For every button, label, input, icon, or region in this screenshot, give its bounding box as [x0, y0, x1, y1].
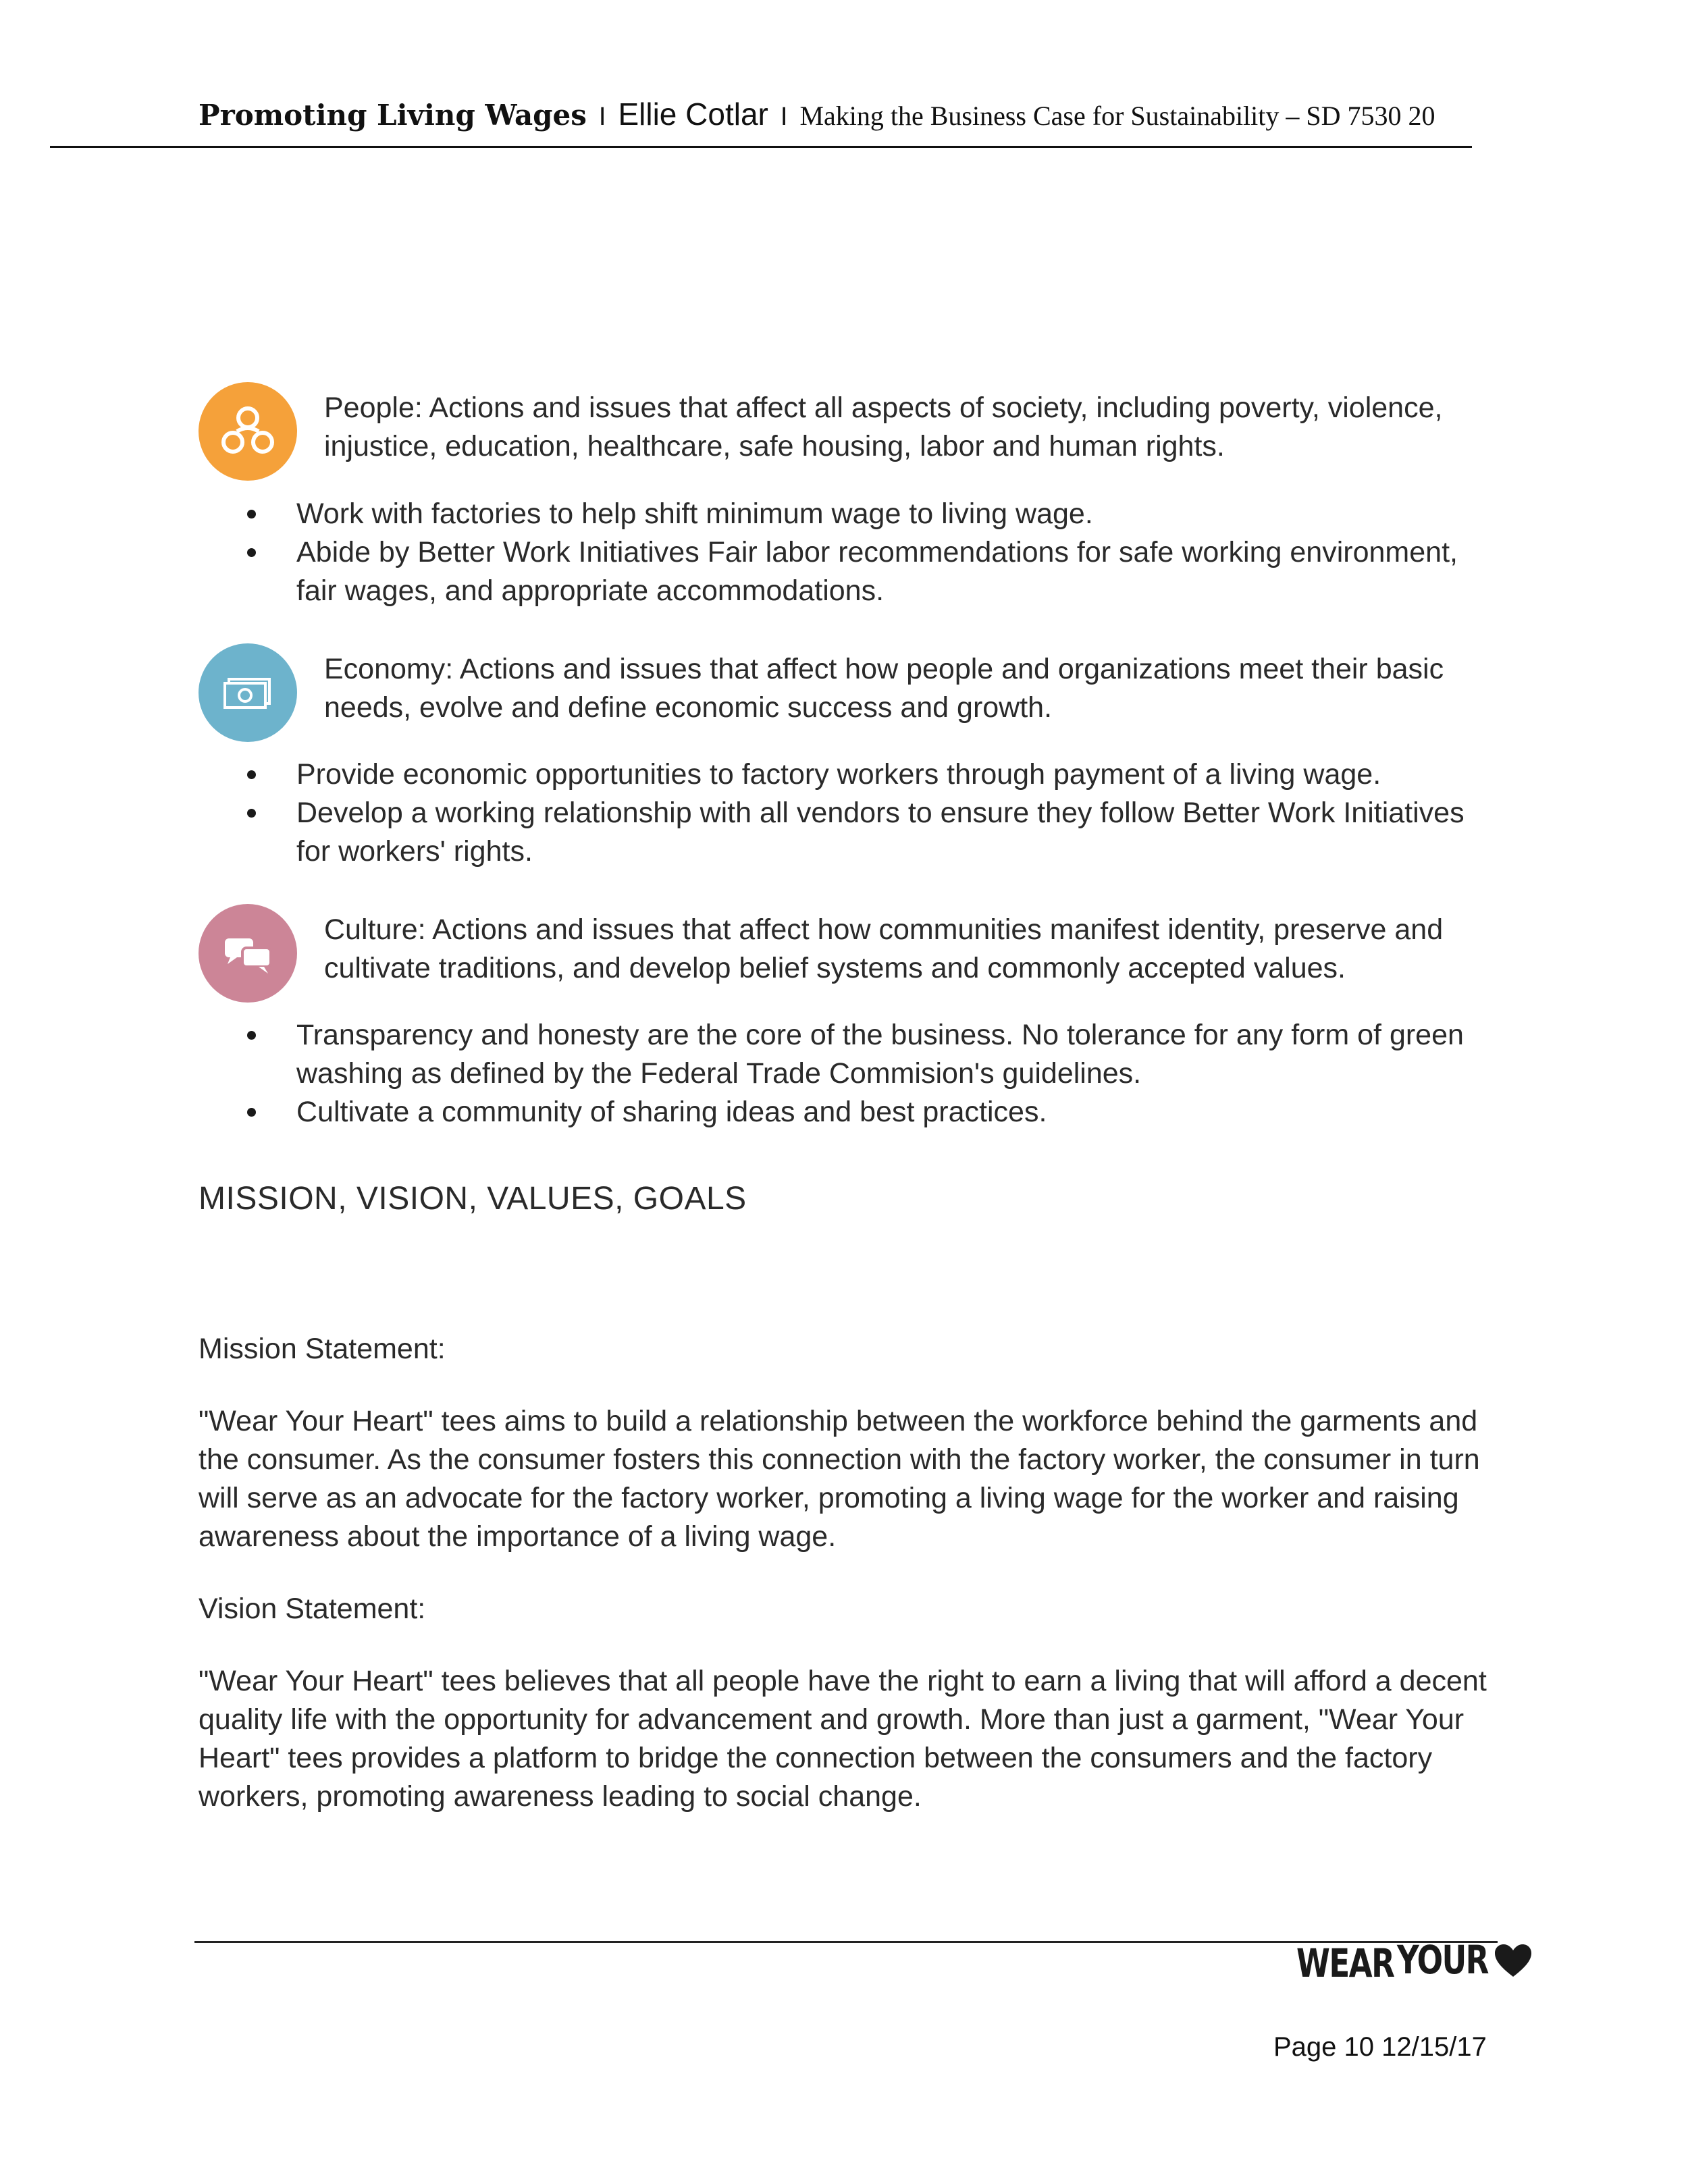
mission-label: Mission Statement:: [199, 1333, 446, 1365]
category-culture: [199, 904, 1468, 1005]
vision-statement: "Wear Your Heart" tees believes that all people have the right to earn a living that will afford a decent quality life with the opportunity for advancement and growth. More than just a garment, "Wear Your Heart" tees provides a platform to bridge the connection between the consumers and the factory workers, promoting awareness leading to social change.: [199, 1665, 1487, 1813]
brand-logo: [1296, 1937, 1533, 1986]
header-title: Promoting Living Wages: [199, 99, 587, 132]
bullet-icon: [247, 510, 256, 518]
heart-icon: [1494, 1943, 1533, 1978]
list-item: [247, 755, 1476, 794]
category-description: Culture: Actions and issues that affect how communities manifest identity, preserve and cultivate traditions, and develop belief systems and commonly accepted values.: [324, 913, 1444, 984]
list-item-text: Transparency and honesty are the core of the business. No tolerance for any form of green washing as defined by the Federal Trade Commision's guidelines.: [296, 1019, 1464, 1090]
chat-bubbles-icon: [199, 904, 297, 1003]
list-item-text: Abide by Better Work Initiatives Fair labor recommendations for safe working environment, fair wages, and appropriate accommodations.: [296, 536, 1458, 607]
header-course: Making the Business Case for Sustainability – SD 7530 20: [799, 101, 1435, 131]
mission-statement: "Wear Your Heart" tees aims to build a relationship between the workforce behind the garments and the consumer. As the consumer fosters this connection with the factory worker, the consumer in turn will serve as an advocate for the factory worker, promoting a living wage for the worker and raising awareness about the importance of a living wage.: [199, 1405, 1480, 1553]
header-separator: I: [780, 103, 788, 131]
list-item: [247, 794, 1476, 871]
page-number: Page 10 12/15/17: [1273, 2032, 1487, 2062]
list-item: [247, 1016, 1476, 1093]
header-divider: [50, 146, 1472, 148]
bullet-icon: [247, 548, 256, 557]
people-icon: [199, 382, 297, 481]
bullet-icon: [247, 1031, 256, 1040]
money-icon: [199, 643, 297, 742]
vision-label: Vision Statement:: [199, 1593, 426, 1625]
bullet-icon: [247, 1108, 256, 1117]
bullet-list: [247, 755, 1476, 871]
list-item: [247, 1093, 1476, 1131]
bullet-icon: [247, 770, 256, 779]
category-people: [199, 382, 1468, 483]
list-item: [247, 533, 1476, 610]
category-description: Economy: Actions and issues that affect how people and organizations meet their basic needs, evolve and define economic success and growth.: [324, 653, 1444, 724]
category-description: People: Actions and issues that affect all aspects of society, including poverty, violence, injustice, education, healthcare, safe housing, labor and human rights.: [324, 392, 1443, 462]
bullet-icon: [247, 809, 256, 818]
section-heading: MISSION, VISION, VALUES, GOALS: [199, 1181, 747, 1217]
brand-word: WEAR: [1296, 1940, 1394, 1986]
bullet-list: [247, 495, 1476, 610]
list-item-text: Work with factories to help shift minimum wage to living wage.: [296, 498, 1093, 530]
list-item: [247, 495, 1476, 533]
header-separator: I: [598, 103, 606, 131]
list-item-text: Develop a working relationship with all vendors to ensure they follow Better Work Initiatives for workers' rights.: [296, 797, 1465, 868]
bullet-list: [247, 1016, 1476, 1131]
brand-word: YOUR: [1397, 1937, 1489, 1983]
running-header: [199, 96, 1468, 140]
list-item-text: Provide economic opportunities to factory workers through payment of a living wage.: [296, 758, 1381, 791]
list-item-text: Cultivate a community of sharing ideas and best practices.: [296, 1096, 1047, 1128]
header-author: Ellie Cotlar: [618, 97, 768, 132]
category-economy: [199, 643, 1468, 745]
